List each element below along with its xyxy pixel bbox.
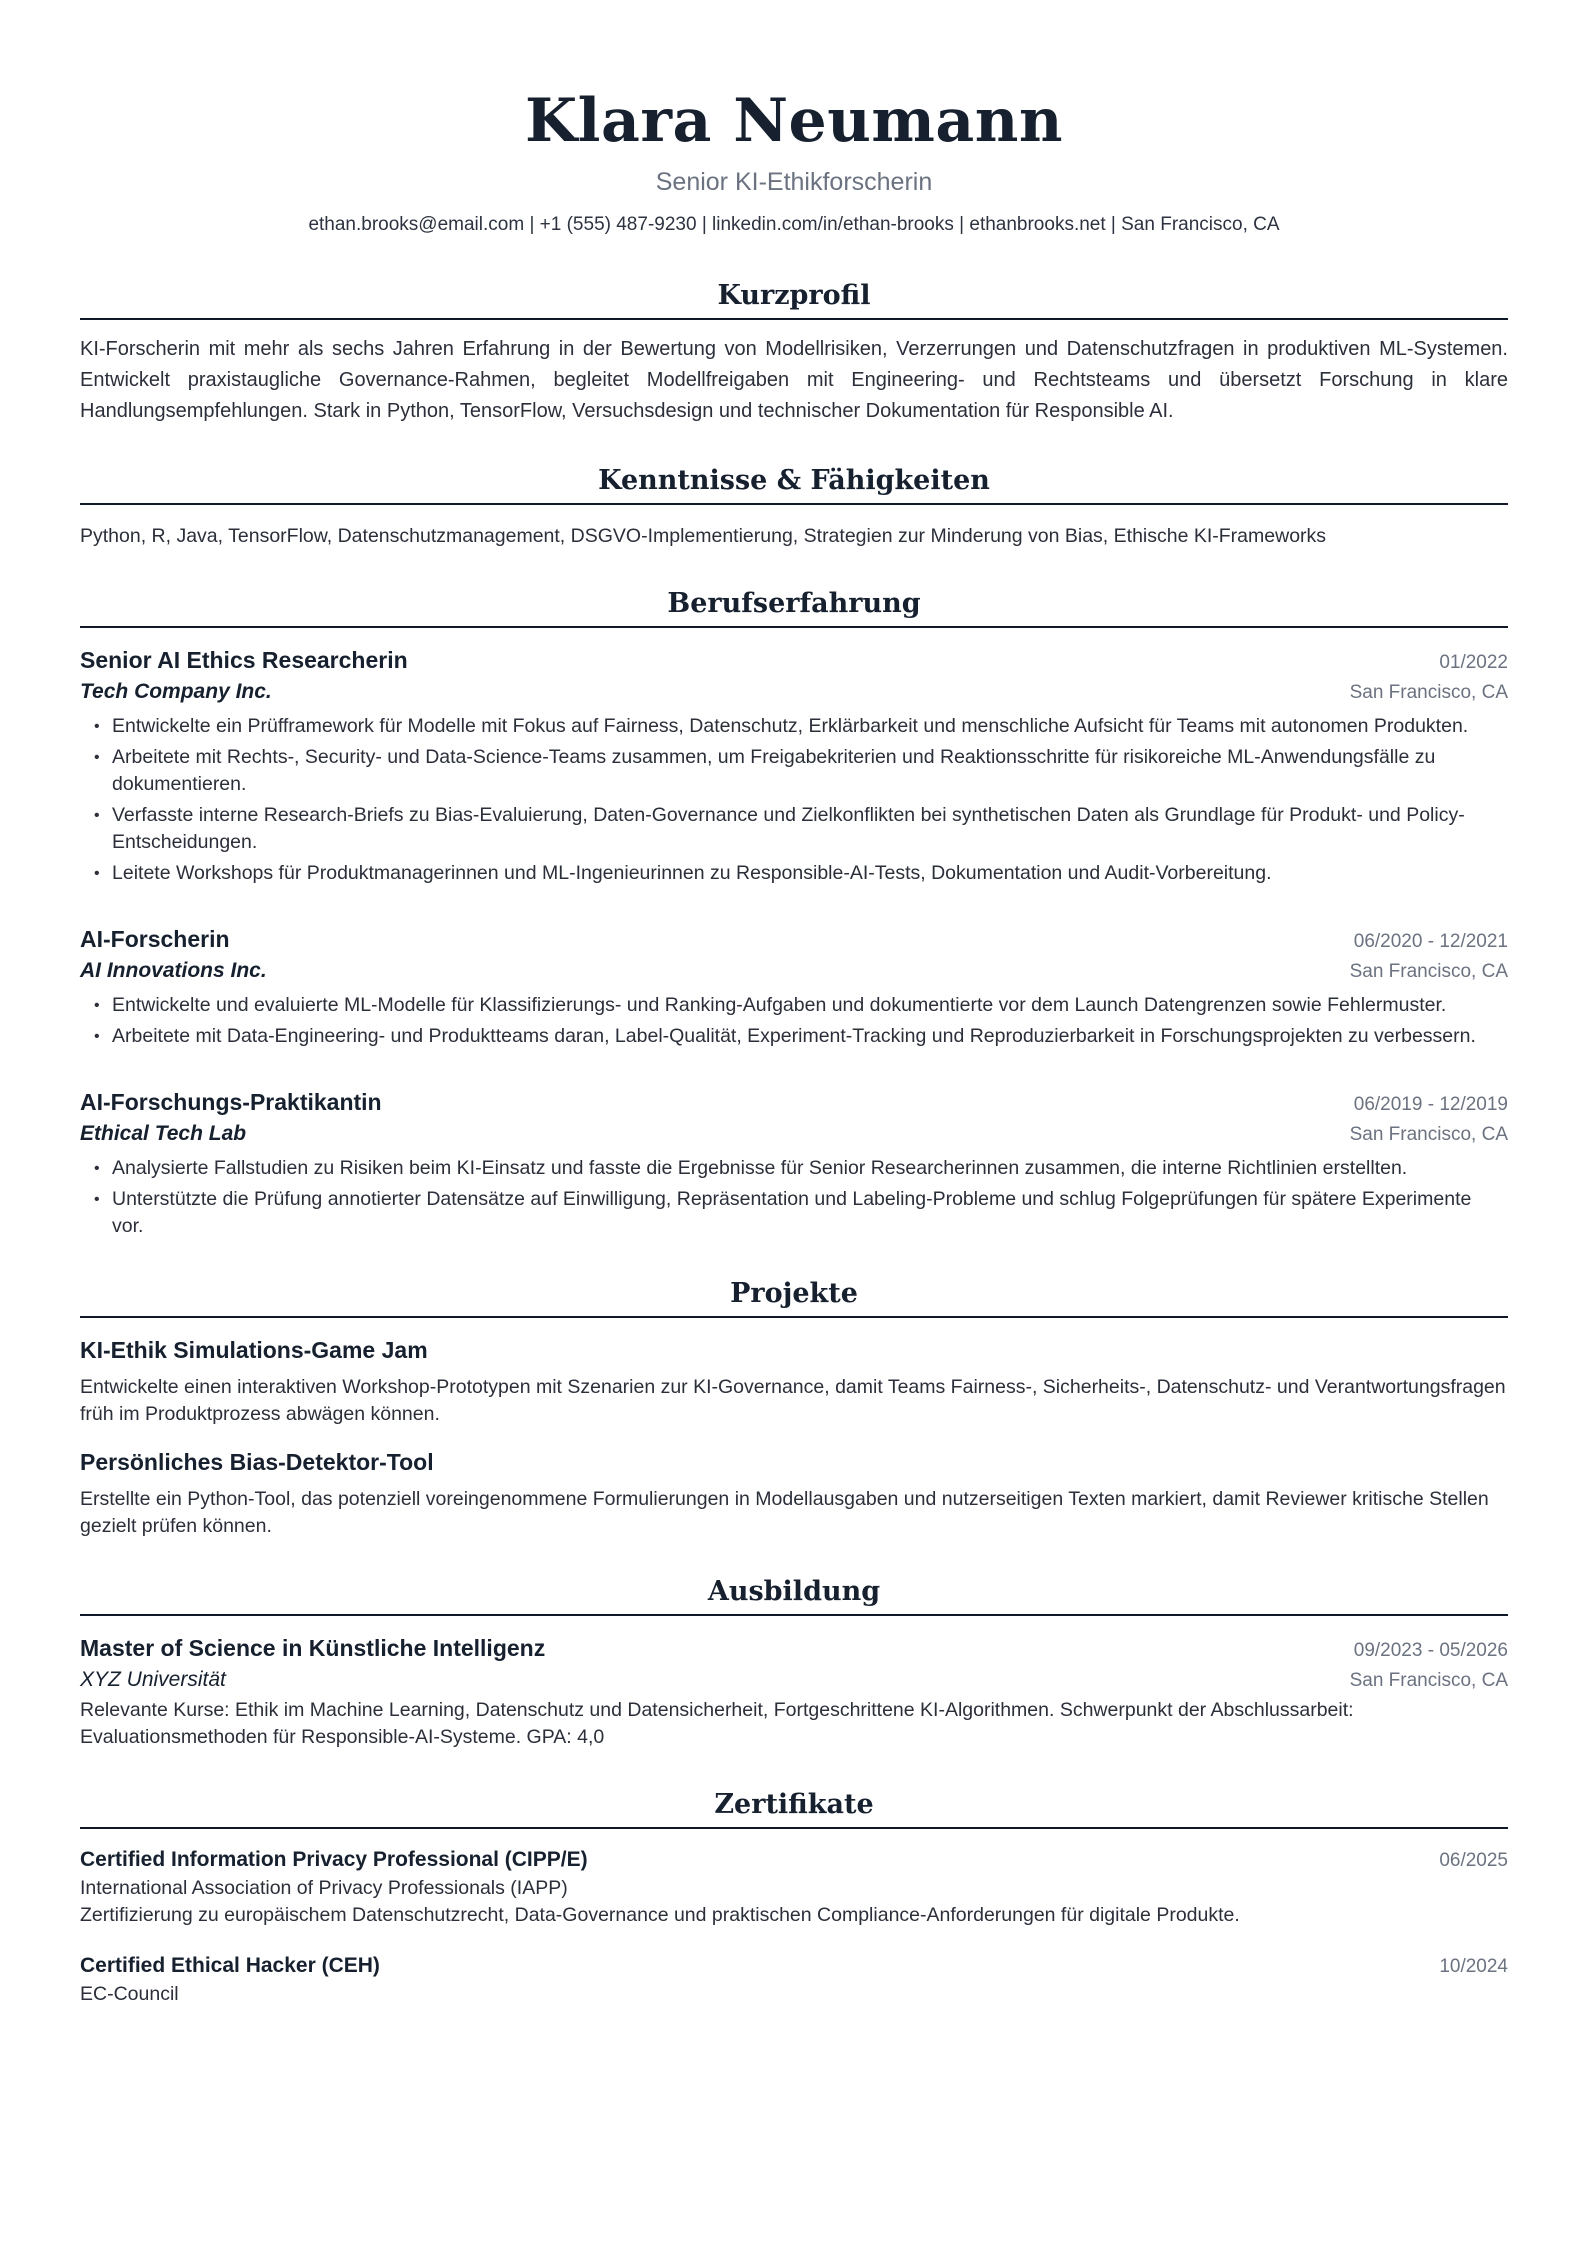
job-bullets [80,713,1508,887]
contact-line: ethan.brooks@email.com | +1 (555) 487-9230 | linkedin.com/in/ethan-brooks | ethanbrooks.net | San Francisco, CA [308,214,1280,235]
section-heading-education: Ausbildung [80,1574,1508,1616]
certificate-name: Certified Information Privacy Professional (CIPP/E) [80,1848,588,1871]
bullet-item: • Arbeitete mit Data-Engineering- und Produktteams daran, Label-Qualität, Experiment-Tracking und Reproduzierbarkeit in Forschungsprojekten zu verbessern. [112,1023,1508,1050]
certificate-date: 10/2024 [1439,1956,1508,1977]
bullet-item: • Analysierte Fallstudien zu Risiken beim KI-Einsatz und fasste die Ergebnisse für Senior Researcherinnen zusammen, die interne Richtlinien erstellten. [112,1155,1508,1182]
job-role: Senior AI Ethics Researcherin [80,647,408,673]
bullet-item: • Entwickelte ein Prüfframework für Modelle mit Fokus auf Fairness, Datenschutz, Erklärbarkeit und menschliche Aufsicht für Teams mit autonomen Produkten. [112,713,1508,740]
project-description: Erstellte ein Python-Tool, das potenziell voreingenommene Formulierungen in Modellausgaben und nutzerseitigen Texten markiert, damit Reviewer kritische Stellen gezielt prüfen können. [80,1488,1489,1537]
job-location: San Francisco, CA [1349,961,1508,982]
certificate-entry [80,1845,1508,1929]
school-name: XYZ Universität [80,1668,226,1691]
job-location: San Francisco, CA [1349,1124,1508,1145]
job-date: 06/2020 - 12/2021 [1353,931,1508,952]
education-location: San Francisco, CA [1349,1670,1508,1691]
project-description: Entwickelte einen interaktiven Workshop-Prototypen mit Szenarien zur KI-Governance, damit Teams Fairness-, Sicherheits-, Datenschutz- und Verantwortungsfragen früh im Produktprozess abwägen können. [80,1376,1506,1425]
job-bullets [80,992,1508,1050]
education-date: 09/2023 - 05/2026 [1353,1640,1508,1661]
job-entry [80,923,1508,1050]
bullet-item: • Unterstützte die Prüfung annotierter Datensätze auf Einwilligung, Repräsentation und Labeling-Probleme und schlug Folgeprüfungen für spätere Experimente vor. [112,1186,1508,1240]
candidate-name: Klara Neumann [525,86,1063,156]
skills-text: Python, R, Java, TensorFlow, Datenschutzmanagement, DSGVO-Implementierung, Strategien zur Minderung von Bias, Ethische KI-Frameworks [80,525,1327,547]
job-date: 06/2019 - 12/2019 [1353,1094,1508,1115]
certificates-section [80,1787,1508,2008]
bullet-item: • Leitete Workshops für Produktmanagerinnen und ML-Ingenieurinnen zu Responsible-AI-Tests, Dokumentation und Audit-Vorbereitung. [112,860,1508,887]
profile-text: KI-Forscherin mit mehr als sechs Jahren Erfahrung in der Bewertung von Modellrisiken, Verzerrungen und Datenschutzfragen in produktiven ML-Systemen. Entwickelt praxistaugliche Governance-Rahmen, begleitet Modellfreigaben mit Engineering- und Rechtsteams und übersetzt Forschung in klare Handlungsempfehlungen. Stark in Python, TensorFlow, Versuchsdesign und technischer Dokumentation für Responsible AI. [80,338,1508,422]
bullet-item: • Arbeitete mit Rechts-, Security- und Data-Science-Teams zusammen, um Freigabekriterien und Reaktionsschritte für risikoreiche ML-Anwendungsfälle zu dokumentieren. [112,744,1508,798]
certificate-date: 06/2025 [1439,1850,1508,1871]
section-heading-skills: Kenntnisse & Fähigkeiten [80,463,1508,505]
job-company: Tech Company Inc. [80,680,272,703]
resume-header [80,0,1508,238]
project-entry [80,1334,1508,1428]
bullet-item: • Entwickelte und evaluierte ML-Modelle für Klassifizierungs- und Ranking-Aufgaben und dokumentierte vor dem Launch Datengrenzen sowie Fehlermuster. [112,992,1508,1019]
section-heading-projects: Projekte [80,1276,1508,1318]
job-role: AI-Forschungs-Praktikantin [80,1089,382,1115]
job-entry [80,644,1508,887]
skills-section [80,463,1508,552]
section-heading-experience: Berufserfahrung [80,586,1508,628]
job-bullets [80,1155,1508,1240]
job-company: AI Innovations Inc. [80,959,267,982]
project-title: KI-Ethik Simulations-Game Jam [80,1337,428,1363]
job-entry [80,1086,1508,1240]
education-details: Relevante Kurse: Ethik im Machine Learning, Datenschutz und Datensicherheit, Fortgeschrittene KI-Algorithmen. Schwerpunkt der Abschlussarbeit: Evaluationsmethoden für Responsible-AI-Systeme. GPA: 4,0 [80,1699,1354,1748]
project-entry [80,1446,1508,1540]
education-section [80,1574,1508,1751]
certificate-name: Certified Ethical Hacker (CEH) [80,1954,380,1977]
job-date: 01/2022 [1439,652,1508,673]
job-role: AI-Forscherin [80,926,230,952]
experience-section [80,586,1508,1240]
certificate-issuer: International Association of Privacy Professionals (IAPP) [80,1877,568,1899]
profile-section [80,278,1508,427]
certificate-entry [80,1951,1508,2008]
job-location: San Francisco, CA [1349,682,1508,703]
degree-title: Master of Science in Künstliche Intelligenz [80,1635,546,1661]
certificate-description: Zertifizierung zu europäischem Datenschutzrecht, Data-Governance und praktischen Compliance-Anforderungen für digitale Produkte. [80,1904,1240,1926]
projects-section [80,1276,1508,1540]
candidate-title: Senior KI-Ethikforscherin [655,168,933,196]
section-heading-profile: Kurzprofil [80,278,1508,320]
project-title: Persönliches Bias-Detektor-Tool [80,1449,434,1475]
section-heading-certificates: Zertifikate [80,1787,1508,1829]
bullet-item: • Verfasste interne Research-Briefs zu Bias-Evaluierung, Daten-Governance und Zielkonflikten bei synthetischen Daten als Grundlage für Produkt- und Policy-Entscheidungen. [112,802,1508,856]
certificate-issuer: EC-Council [80,1983,179,2005]
job-company: Ethical Tech Lab [80,1122,247,1145]
